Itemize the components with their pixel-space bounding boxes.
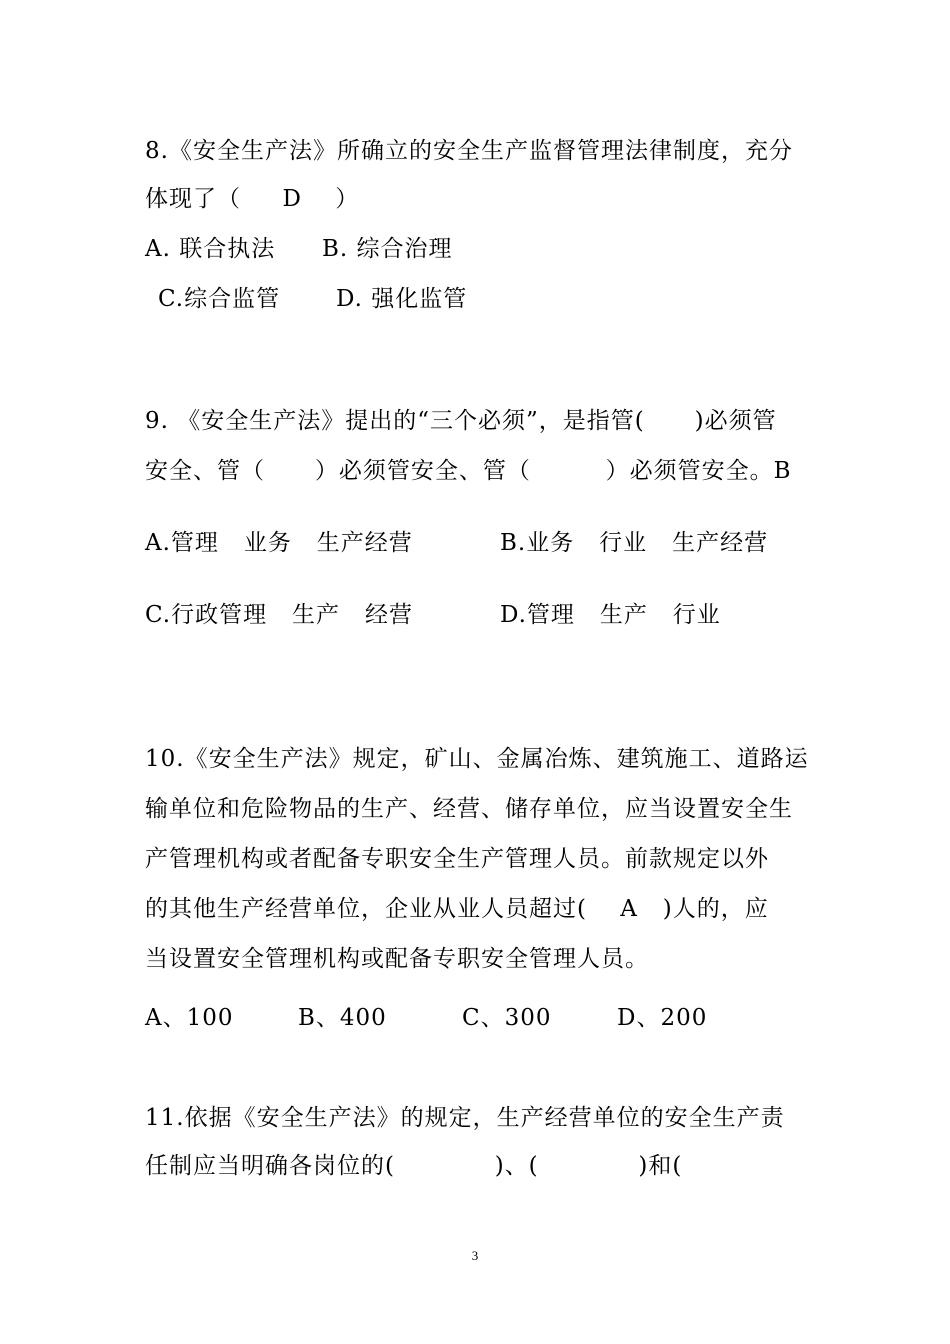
question-8-line-1: 8.《安全生产法》所确立的安全生产监督管理法律制度，充分 (145, 138, 793, 164)
question-8-option-c: C.综合监管 (158, 286, 281, 312)
question-11-line-2: 任制应当明确各岗位的( )、( )和( (145, 1153, 683, 1179)
question-11-line-1: 11.依据《安全生产法》的规定，生产经营单位的安全生产责 (145, 1105, 785, 1131)
question-10-option-b: B、400 (298, 1005, 387, 1031)
question-9-option-c: C.行政管理 生产 经营 (145, 602, 413, 628)
question-10-line-4: 的其他生产经营单位，企业从业人员超过( A )人的，应 (145, 896, 769, 922)
question-9-option-b: B.业务 行业 生产经营 (500, 530, 769, 556)
question-10-line-1: 10.《安全生产法》规定，矿山、金属冶炼、建筑施工、道路运 (145, 746, 809, 772)
question-10-line-5: 当设置安全管理机构或配备专职安全管理人员。 (145, 946, 649, 972)
page-number: 3 (471, 1248, 479, 1263)
question-8-option-d: D. 强化监管 (336, 286, 468, 312)
question-10-option-d: D、200 (617, 1005, 708, 1031)
question-10-line-3: 产管理机构或者配备专职安全生产管理人员。前款规定以外 (145, 846, 769, 872)
question-9-option-d: D.管理 生产 行业 (500, 602, 721, 628)
question-10-option-c: C、300 (462, 1005, 552, 1031)
question-9-option-a: A.管理 业务 生产经营 (145, 530, 413, 556)
question-10-line-2: 输单位和危险物品的生产、经营、储存单位，应当设置安全生 (145, 796, 793, 822)
question-10-option-a: A、100 (145, 1005, 234, 1031)
question-9-line-2: 安全、管（ ）必须管安全、管（ ）必须管安全。B (145, 458, 792, 484)
question-8-option-b: B. 综合治理 (322, 236, 453, 262)
question-9-line-1: 9. 《安全生产法》提出的“三个必须”，是指管( )必须管 (145, 408, 777, 434)
question-8-line-2: 体现了（ D ） (145, 186, 360, 212)
question-8-option-a: A. 联合执法 (145, 236, 276, 262)
